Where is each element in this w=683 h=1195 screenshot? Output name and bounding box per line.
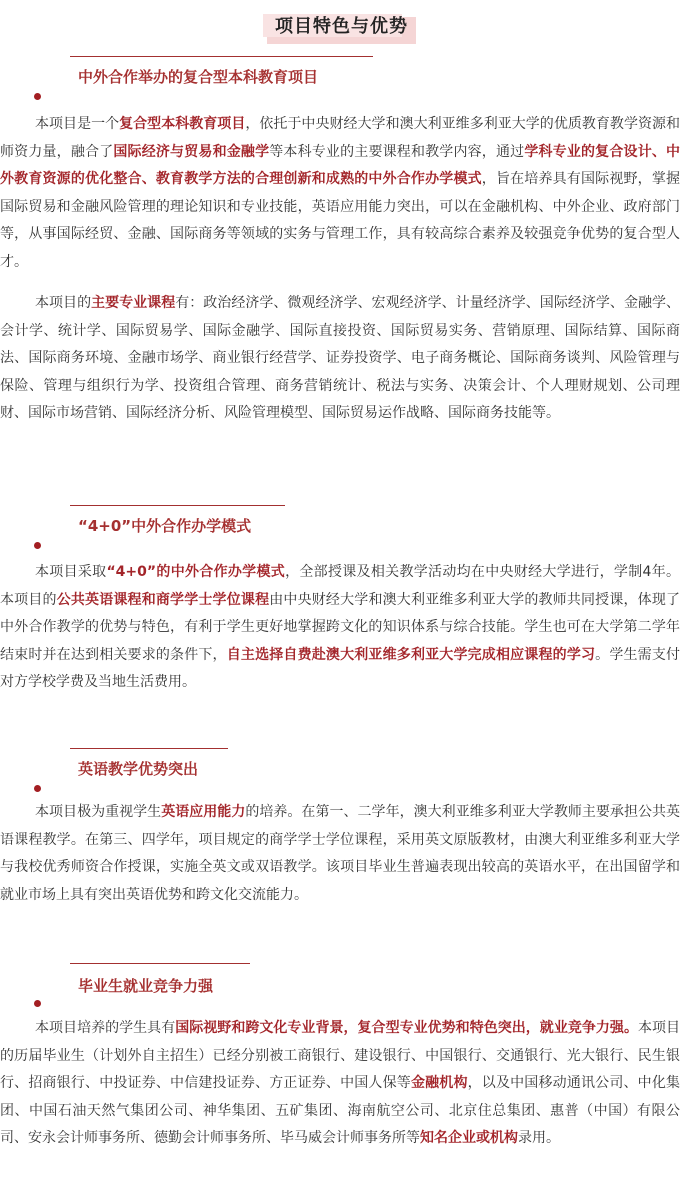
body-text: 本项目是一个 — [35, 116, 120, 132]
emphasis-text: 英语应用能力 — [161, 804, 246, 820]
section-paragraph — [0, 290, 680, 428]
section-title: 毕业生就业竞争力强 — [78, 977, 214, 995]
emphasis-text: 国际视野和跨文化专业背景，复合型专业优势和特色突出，就业竞争力强。 — [175, 1020, 638, 1036]
bullet-dot — [34, 542, 41, 549]
emphasis-text: 自主选择自费赴澳大利亚维多利亚大学完成相应课程的学习 — [226, 646, 596, 663]
body-text: 有：政治经济学、微观经济学、宏观经济学、计量经济学、国际经济学、金融学、会计学、统计学、国际贸易学、国际金融学、国际直接投资、国际贸易实务、营销原理、国际结算、国际商法、国际商务环境、金融市场学、商业银行经营学、证券投资学、电子商务概论、国际商务谈判、风险管理与保险、管理与组织行为学、投资组合管理、商务营销统计、税法与实务、决策会计、个人理财规划、公司理财、国际市场营销、国际经济分析、风险管理模型、国际贸易运作战略、国际商务技能等。 — [0, 295, 681, 422]
section-title: 英语教学优势突出 — [78, 760, 199, 778]
page-title-wrap — [0, 12, 683, 38]
body-text: 。学生需支付对方学校学费及当地生活费用。 — [0, 646, 681, 691]
section-paragraph — [0, 111, 680, 277]
emphasis-text: 复合型本科教育项目 — [119, 116, 246, 132]
section-title: “4+0”中外合作办学模式 — [78, 517, 252, 535]
emphasis-text: 知名企业或机构 — [420, 1130, 518, 1147]
emphasis-text: 主要专业课程 — [91, 295, 176, 311]
bullet-dot — [34, 1000, 41, 1007]
body-text: 的培养。在第一、二学年，澳大利亚维多利亚大学教师主要承担公共英语课程教学。在第三、四学年，项目规定的商学学士学位课程，采用英文原版教材，由澳大利亚维多利亚大学与我校优秀师资合作授课，实施全英文或双语教学。该项目毕业生普遍表现出较高的英语水平，在出国留学和就业市场上具有突出英语优势和跨文化交流能力。 — [0, 804, 681, 903]
section-paragraph — [0, 559, 680, 697]
body-text: ，以及中国移动通讯公司、中化集团、中国石油天然气集团公司、神华集团、五矿集团、海南航空公司、北京住总集团、惠普（中国）有限公司、安永会计师事务所、德勤会计师事务所、毕马威会计师事务所等 — [0, 1075, 681, 1147]
body-text: 本项目极为重视学生 — [35, 804, 162, 820]
emphasis-text: “4+0”的中外合作办学模式 — [106, 564, 286, 580]
emphasis-text: 学科专业的复合设计、中外教育资源的优化整合、教育教学方法的合理创新和成熟的中外合作办学模式 — [0, 143, 681, 188]
body-text: 本项目培养的学生具有 — [35, 1020, 176, 1036]
section-title: 中外合作举办的复合型本科教育项目 — [78, 68, 319, 86]
section-header-rule — [70, 505, 285, 506]
section-paragraph — [0, 799, 680, 909]
body-text: 等本科专业的主要课程和教学内容，通过 — [269, 143, 525, 160]
body-text: ，旨在培养具有国际视野，掌握国际贸易和金融风险管理的理论知识和专业技能，英语应用能力突出，可以在金融机构、中外企业、政府部门等，从事国际经贸、金融、国际商务等领域的实务与管理工作，具有较高综合素养及较强竞争优势的复合型人才。 — [0, 171, 681, 270]
section-header-rule — [70, 748, 228, 749]
bullet-dot — [34, 93, 41, 100]
emphasis-text: 金融机构 — [410, 1075, 468, 1092]
body-text: ，全部授课及相关教学活动均在中央财经大学进行，学制4年。本项目的 — [0, 564, 680, 608]
body-text: 本项目的历届毕业生（计划外自主招生）已经分别被工商银行、建设银行、中国银行、交通银行、光大银行、民生银行、招商银行、中投证券、中信建投证券、方正证券、中国人保等 — [0, 1020, 681, 1092]
emphasis-text: 国际经济与贸易和金融学 — [113, 143, 270, 160]
section-header-rule — [70, 56, 373, 57]
body-text: ，依托于中央财经大学和澳大利亚维多利亚大学的优质教育教学资源和师资力量，融合了 — [0, 116, 681, 160]
body-text: 本项目采取 — [35, 564, 107, 580]
section-paragraph — [0, 1015, 680, 1153]
emphasis-text: 公共英语课程和商学学士学位课程 — [56, 591, 270, 608]
page-title-text: 项目特色与优势 — [275, 16, 408, 37]
body-text: 由中央财经大学和澳大利亚维多利亚大学的教师共同授课，体现了中外合作教学的优势与特色，有利于学生更好地掌握跨文化的知识体系与综合技能。学生也可在大学第二学年结束时并在达到相关要求的条件下， — [0, 591, 681, 663]
body-text: 录用。 — [518, 1130, 560, 1147]
body-text: 本项目的 — [35, 295, 92, 311]
section-header-rule — [70, 963, 250, 964]
page-title — [267, 12, 416, 38]
bullet-dot — [34, 785, 41, 792]
